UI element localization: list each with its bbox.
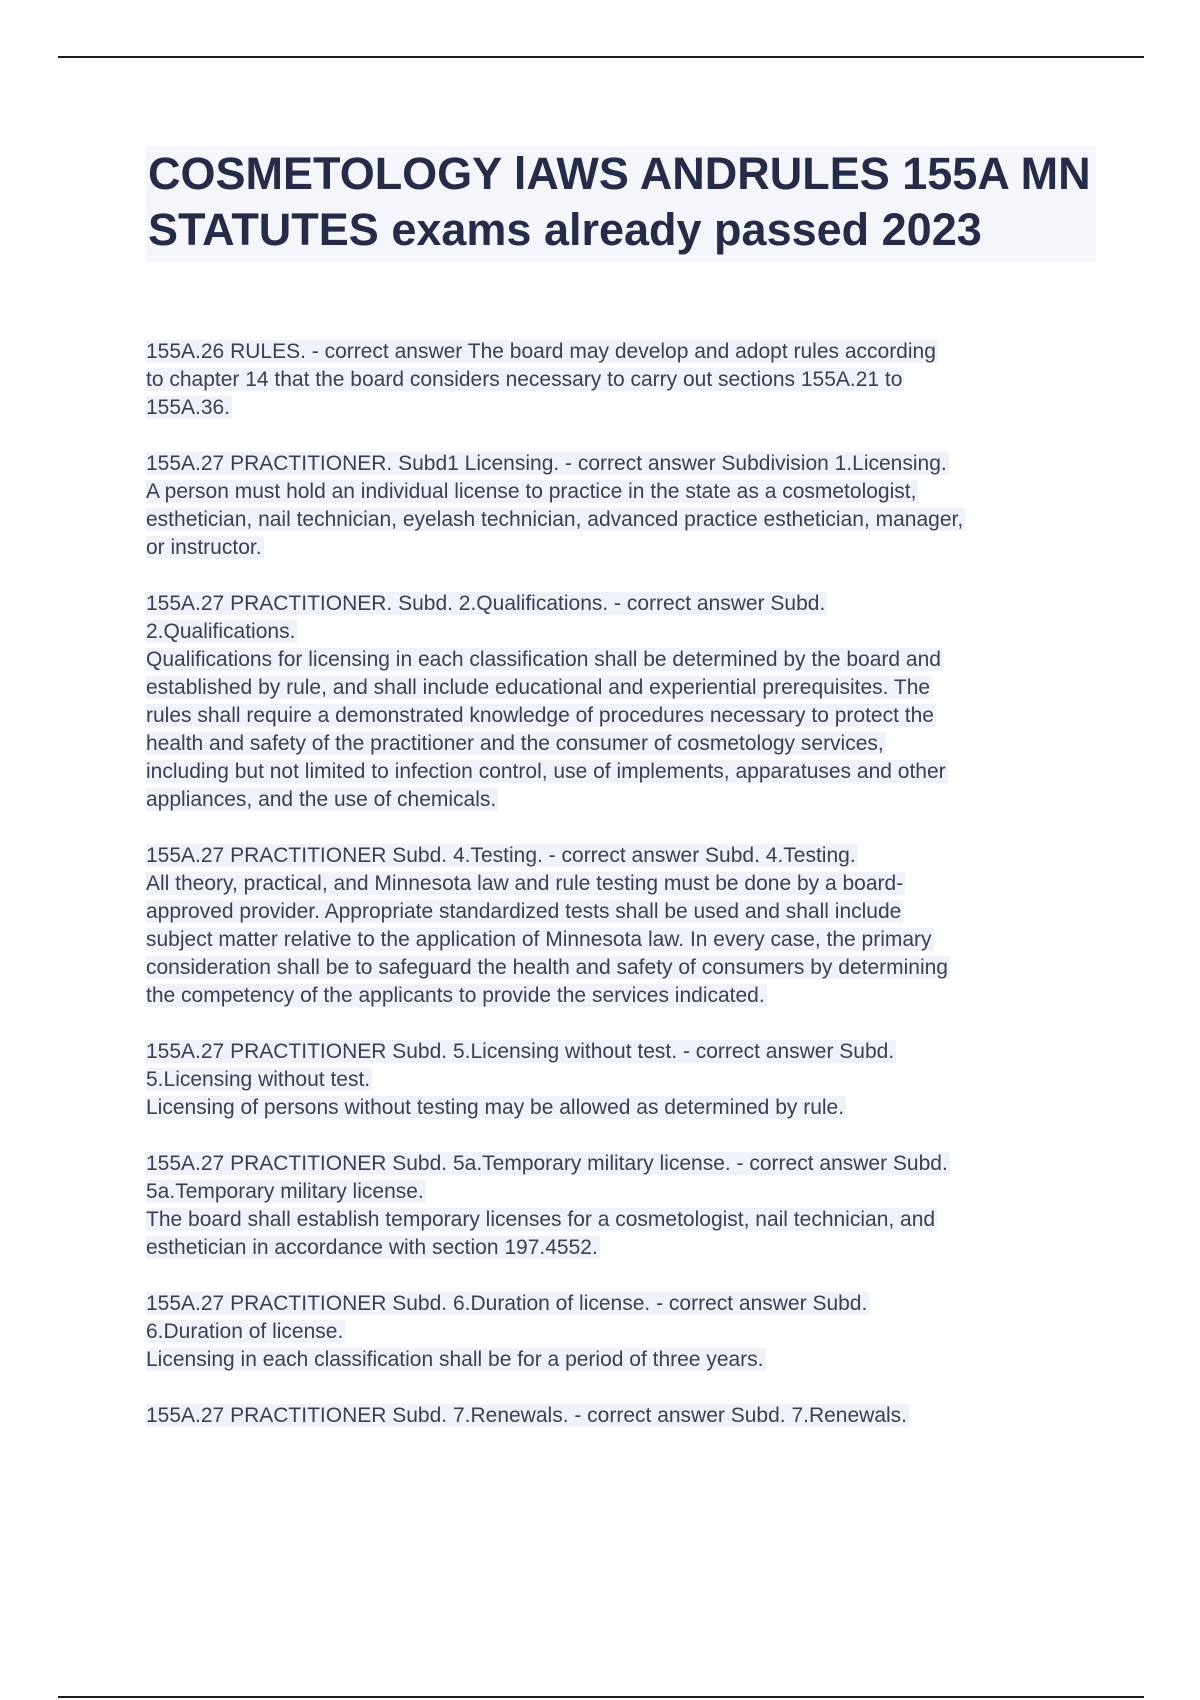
qa-entry-line: [146, 534, 1094, 562]
qa-entry-line: [146, 926, 1094, 954]
qa-entry-line: [146, 506, 1094, 534]
qa-entry-text: 155A.27 PRACTITIONER Subd. 4.Testing. - correct answer Subd. 4.Testing.: [146, 844, 856, 867]
qa-entry-text: esthetician, nail technician, eyelash technician, advanced practice esthetician, manager,: [146, 508, 964, 531]
qa-entry-text: 155A.27 PRACTITIONER Subd. 6.Duration of license. - correct answer Subd.: [146, 1292, 868, 1315]
qa-entry-line: [146, 590, 1094, 618]
qa-entry-line: [146, 1038, 1094, 1066]
qa-entry-text: approved provider. Appropriate standardized tests shall be used and shall include: [146, 900, 902, 923]
qa-entry-line: [146, 1290, 1094, 1318]
qa-entry: [146, 1290, 1094, 1374]
qa-entry-line: [146, 758, 1094, 786]
qa-entry-text: Licensing of persons without testing may be allowed as determined by rule.: [146, 1096, 845, 1119]
qa-entry-text: Licensing in each classification shall be for a period of three years.: [146, 1348, 764, 1371]
qa-entry-line: [146, 1178, 1094, 1206]
qa-entry-text: subject matter relative to the application of Minnesota law. In every case, the primary: [146, 928, 932, 951]
bottom-divider: [58, 1696, 1144, 1698]
qa-entry: [146, 1150, 1094, 1262]
qa-entry-line: [146, 954, 1094, 982]
qa-entry-line: [146, 618, 1094, 646]
qa-entry-line: [146, 870, 1094, 898]
qa-entry-text: to chapter 14 that the board considers necessary to carry out sections 155A.21 to: [146, 368, 903, 391]
qa-entry-line: [146, 898, 1094, 926]
qa-entry-line: [146, 394, 1094, 422]
qa-entry-text: 5.Licensing without test.: [146, 1068, 371, 1091]
qa-entry-line: [146, 982, 1094, 1010]
qa-entry-line: [146, 1318, 1094, 1346]
qa-entry: [146, 450, 1094, 562]
qa-entry-line: [146, 702, 1094, 730]
qa-entry-line: [146, 1206, 1094, 1234]
qa-entry-text: 155A.27 PRACTITIONER Subd. 5.Licensing without test. - correct answer Subd.: [146, 1040, 895, 1063]
qa-entry: [146, 1038, 1094, 1122]
qa-entry-line: [146, 1234, 1094, 1262]
top-divider: [58, 56, 1144, 58]
qa-entry: [146, 842, 1094, 1010]
qa-entry-text: The board shall establish temporary licenses for a cosmetologist, nail technician, and: [146, 1208, 936, 1231]
qa-entry-text: esthetician in accordance with section 197.4552.: [146, 1236, 598, 1259]
qa-entry-line: [146, 674, 1094, 702]
qa-entry-line: [146, 1346, 1094, 1374]
qa-entry-text: Qualifications for licensing in each classification shall be determined by the board and: [146, 648, 941, 671]
qa-entry: [146, 590, 1094, 814]
qa-entry-line: [146, 730, 1094, 758]
qa-entry-text: 5a.Temporary military license.: [146, 1180, 424, 1203]
qa-entry-line: [146, 786, 1094, 814]
qa-entry-line: [146, 842, 1094, 870]
qa-entry: [146, 338, 1094, 422]
qa-entry-text: health and safety of the practitioner and the consumer of cosmetology services,: [146, 732, 884, 755]
qa-entry-text: A person must hold an individual license to practice in the state as a cosmetologist,: [146, 480, 917, 503]
qa-entry-text: 155A.26 RULES. - correct answer The board may develop and adopt rules according: [146, 340, 936, 363]
qa-entry-text: 155A.36.: [146, 396, 231, 419]
qa-entry-text: 155A.27 PRACTITIONER Subd. 7.Renewals. - correct answer Subd. 7.Renewals.: [146, 1404, 908, 1427]
qa-entry-text: including but not limited to infection control, use of implements, apparatuses and other: [146, 760, 946, 783]
qa-entry-line: [146, 1094, 1094, 1122]
qa-entry-text: 155A.27 PRACTITIONER. Subd. 2.Qualifications. - correct answer Subd.: [146, 592, 826, 615]
qa-entry-text: established by rule, and shall include educational and experiential prerequisites. The: [146, 676, 931, 699]
qa-entry-text: the competency of the applicants to provide the services indicated.: [146, 984, 765, 1007]
title-block: [146, 146, 1096, 262]
document-title: COSMETOLOGY lAWS ANDRULES 155A MN STATUTES exams already passed 2023: [148, 148, 1091, 255]
qa-entry-text: All theory, practical, and Minnesota law and rule testing must be done by a board-: [146, 872, 904, 895]
qa-entry-line: [146, 1066, 1094, 1094]
qa-entry-text: 155A.27 PRACTITIONER. Subd1 Licensing. - correct answer Subdivision 1.Licensing.: [146, 452, 947, 475]
qa-entry-line: [146, 478, 1094, 506]
qa-entry-line: [146, 450, 1094, 478]
qa-entry-line: [146, 366, 1094, 394]
qa-entry-line: [146, 1402, 1094, 1430]
qa-entry-text: appliances, and the use of chemicals.: [146, 788, 497, 811]
qa-entry-text: consideration shall be to safeguard the health and safety of consumers by determining: [146, 956, 948, 979]
qa-entry-text: or instructor.: [146, 536, 262, 559]
qa-entry-line: [146, 1150, 1094, 1178]
qa-entry-text: rules shall require a demonstrated knowledge of procedures necessary to protect the: [146, 704, 934, 727]
qa-entry-text: 2.Qualifications.: [146, 620, 296, 643]
qa-entry-line: [146, 646, 1094, 674]
qa-entry-text: 6.Duration of license.: [146, 1320, 344, 1343]
qa-entry-line: [146, 338, 1094, 366]
qa-entry: [146, 1402, 1094, 1430]
qa-list: [146, 338, 1094, 1458]
qa-entry-text: 155A.27 PRACTITIONER Subd. 5a.Temporary military license. - correct answer Subd.: [146, 1152, 948, 1175]
